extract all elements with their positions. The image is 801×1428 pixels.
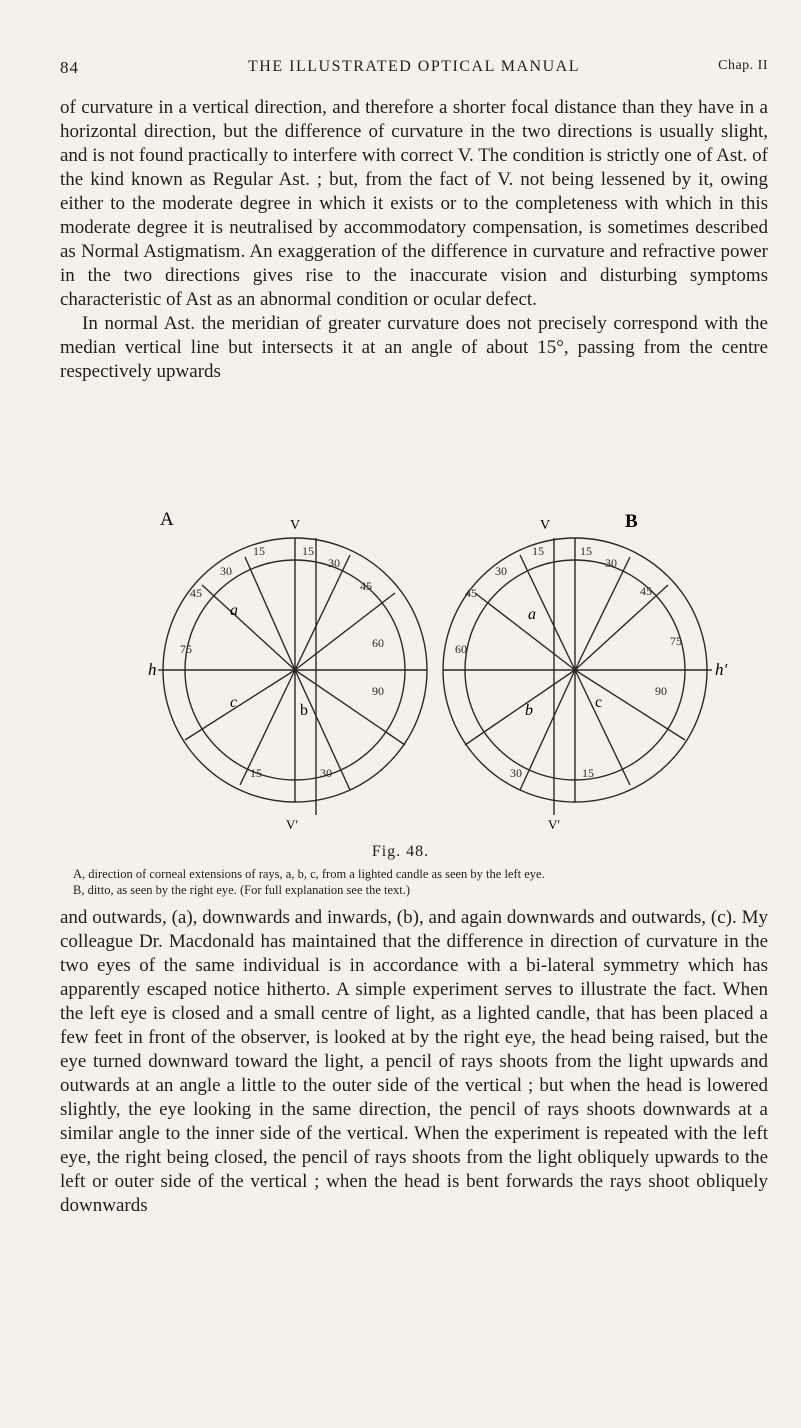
scale-number: 30	[605, 556, 617, 570]
quadrant-letter-b: b	[300, 702, 308, 719]
scale-number: 60	[372, 636, 384, 650]
paragraph: and outwards, (a), downwards and inwards, (b), and again downwards and outwards, (c). My colleague Dr. Macdonald has maintained that the difference in direction of curvature in the two eyes of the same individual is in accordance with a bi-lateral symmetry which has apparently escaped notice hitherto. A simple experiment serves to illustrate the fact. When the left eye is closed and a small centre of light, as a lighted candle, that has been placed a few feet in front of the observer, is looked at by the right eye, the head being raised, but the eye turned downward toward the light, a pencil of rays shoots from the light upwards and outwards at an angle a little to the outer side of the vertical ; but when the head is lowered slightly, the eye looking in the same direction, the pencil of rays shoots downwards at a similar angle to the inner side of the vertical. When the experiment is repeated with the left eye, the right being closed, the pencil of rays shoots from the light obliquely upwards to the left or outer side of the vertical ; when the head is bent forwards the rays shoot obliquely downwards	[60, 907, 768, 1216]
quadrant-letter-b: b	[525, 702, 533, 719]
scale-number: 60	[455, 642, 467, 656]
scale-number: 15	[250, 766, 262, 780]
label-h: h	[148, 660, 157, 679]
label-h-prime: h′	[715, 660, 728, 679]
body-text-top	[60, 96, 768, 384]
scale-number: 75	[180, 642, 192, 656]
label-v-right: V	[540, 518, 551, 533]
left-eye-circle	[158, 538, 427, 815]
paragraph: of curvature in a vertical direction, and therefore a shorter focal distance than they have in a horizontal direction, but the difference of curvature in the two directions is usually slight, and is not found practically to interfere with correct V. The condition is strictly one of Ast. of the kind known as Regular Ast. ; but, from the fact of V. not being lessened by it, owing either to the moderate degree in which it exists or to the completeness with which in this moderate degree it is neutralised by accommodatory compensation, is sometimes described as Normal Astigmatism. An exaggeration of the difference in curvature and refractive power in the two directions gives rise to the inaccurate vision and disturbing symptoms characteristic of Ast as an abnormal condition or ocular defect.	[60, 97, 768, 310]
scale-number: 30	[320, 766, 332, 780]
scale-number: 15	[302, 544, 314, 558]
body-text-bottom	[60, 906, 768, 1218]
quadrant-letter-c: c	[230, 694, 238, 711]
scale-number: 30	[495, 564, 507, 578]
running-title: THE ILLUSTRATED OPTICAL MANUAL	[248, 58, 580, 75]
page-number: 84	[60, 58, 79, 77]
scale-number: 30	[328, 556, 340, 570]
quadrant-letter-c: c	[595, 694, 603, 711]
scale-number: 30	[220, 564, 232, 578]
scale-number: 75	[670, 634, 682, 648]
caption-line: A, direction of corneal extensions of rays, a, b, c, from a lighted candle as seen by the left eye.	[73, 867, 545, 881]
figure-caption	[73, 866, 773, 898]
scale-number: 15	[580, 544, 592, 558]
paragraph: In normal Ast. the meridian of greater curvature does not precisely correspond with the median vertical line but intersects it at an angle of about 15°, passing from the centre respectively upwards	[60, 313, 768, 382]
running-header	[60, 58, 768, 82]
label-v-left: V	[290, 518, 301, 533]
scale-number: 30	[510, 766, 522, 780]
chapter-label: Chap. II	[718, 58, 768, 73]
scale-number: 45	[640, 584, 652, 598]
scale-number: 15	[253, 544, 265, 558]
scale-number: 15	[582, 766, 594, 780]
label-v-prime-right: V′	[548, 817, 561, 832]
quadrant-letter-a: a	[230, 602, 238, 619]
quadrant-letter-a: a	[528, 606, 536, 623]
astigmatism-diagram	[148, 509, 770, 833]
figure-title: Fig. 48.	[371, 843, 430, 860]
scale-number: 45	[360, 579, 372, 593]
right-eye-circle	[443, 538, 712, 815]
scale-number: 90	[655, 684, 667, 698]
label-A: A	[160, 509, 174, 530]
scale-number: 45	[190, 586, 202, 600]
label-B: B	[625, 511, 638, 532]
scale-number: 15	[532, 544, 544, 558]
label-v-prime-left: V′	[286, 817, 299, 832]
caption-line: B, ditto, as seen by the right eye. (For full explanation see the text.)	[73, 883, 411, 897]
scale-number: 45	[465, 586, 477, 600]
scale-number: 90	[372, 684, 384, 698]
